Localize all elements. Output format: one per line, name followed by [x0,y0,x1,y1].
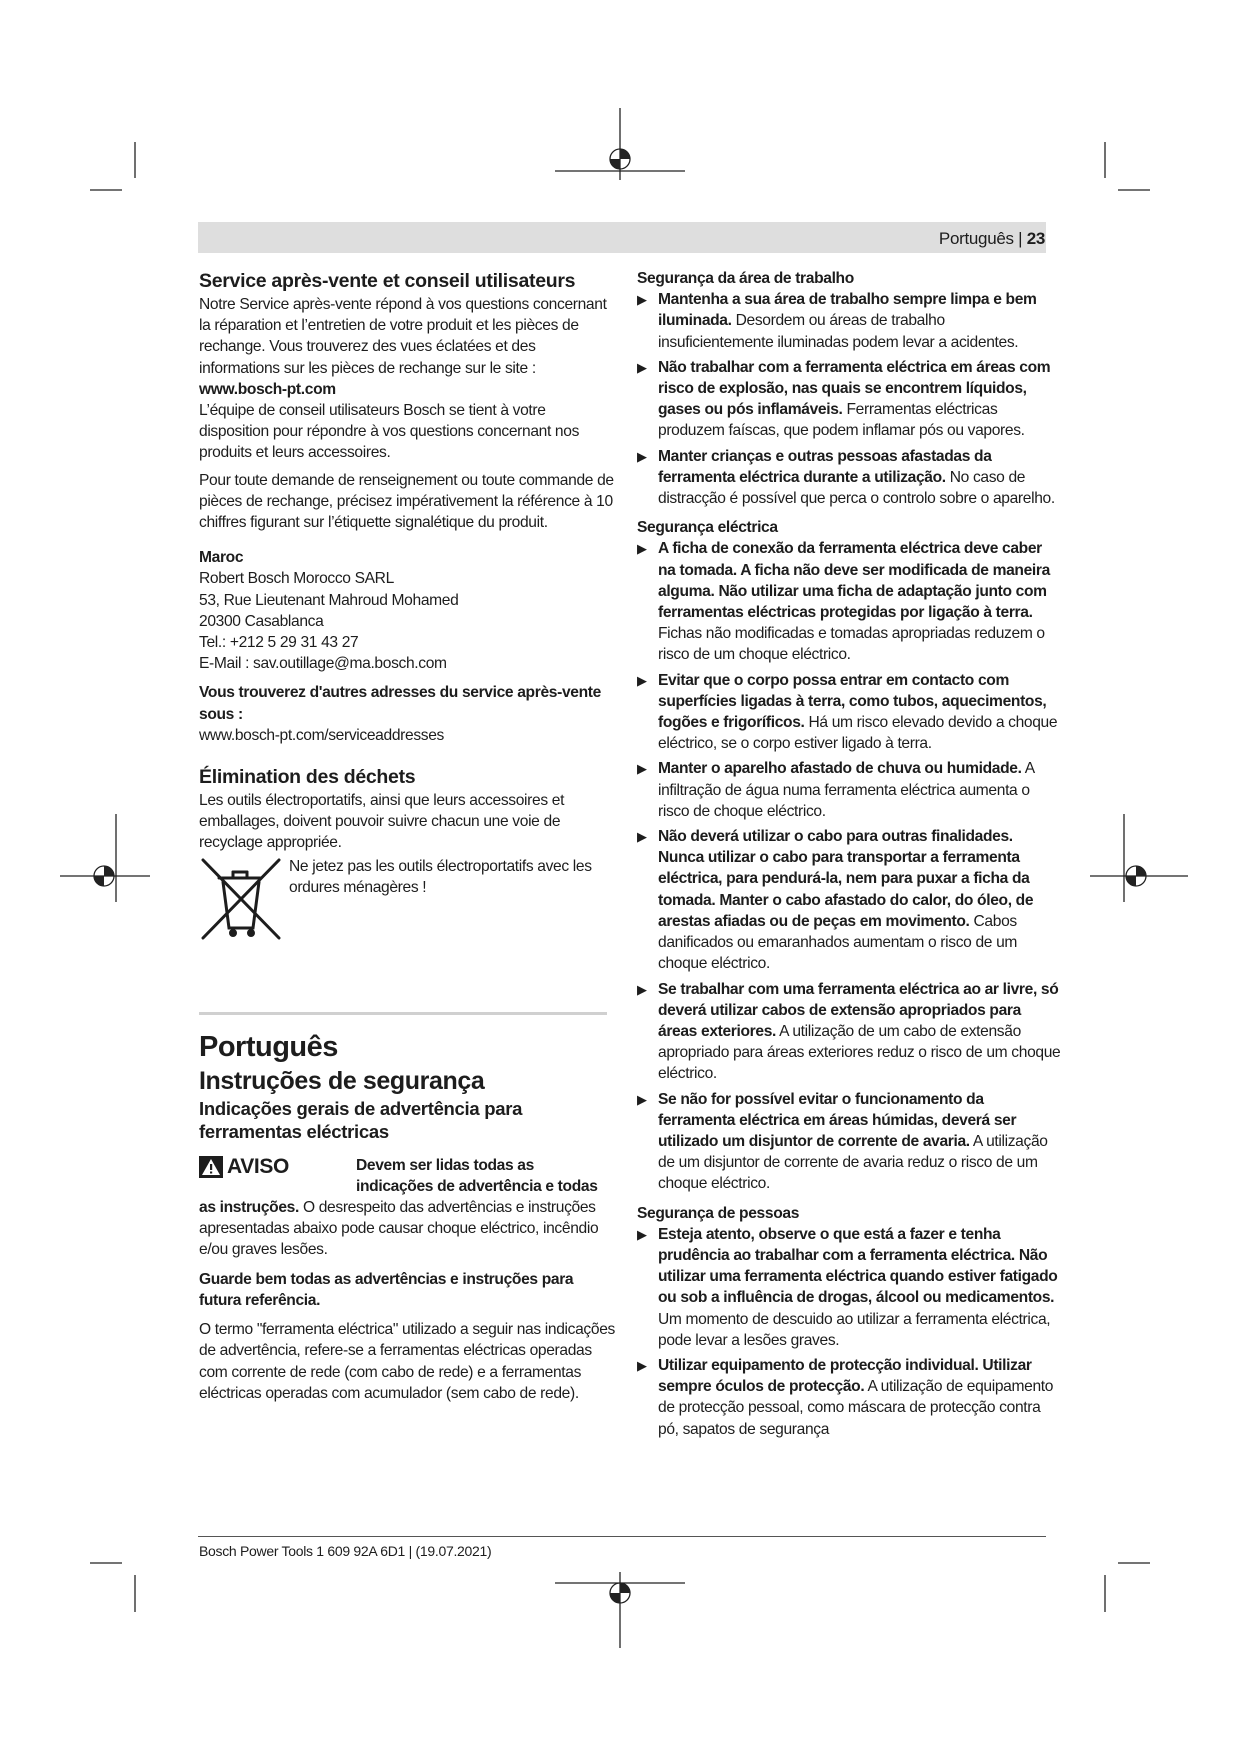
list-item: ▶ Utilizar equipamento de protecção individual. Utilizar sempre óculos de protecção. A utilização de equipamento de protecção pessoal, como máscara de protecção contra pó, sapatos de segurança [637,1355,1062,1440]
service-url: www.bosch-pt.com [199,380,336,398]
bullet-arrow-icon: ▶ [637,448,647,464]
electrical-safety-list [637,538,1062,1194]
warning-heading-2: as instruções. [199,1199,299,1217]
bullet-arrow-icon: ▶ [637,829,647,845]
service-title: Service après-vente et conseil utilisateurs [199,270,576,292]
warning-label [199,1155,356,1179]
bullet-arrow-icon: ▶ [637,761,647,777]
warning-label-text: AVISO [227,1155,290,1179]
maroc-phone: Tel.: +212 5 29 31 43 27 [199,634,359,652]
term-definition: O termo "ferramenta eléctrica" utilizado a seguir nas indicações de advertência, refere-se a ferramentas eléctricas operadas com corrente de rede (com cabo de rede) e a ferramentas eléctricas operadas com acumulador (sem cabo de rede). [199,1321,615,1402]
bullet-arrow-icon: ▶ [637,1091,647,1107]
list-item: ▶ Se trabalhar com uma ferramenta eléctrica ao ar livre, só deverá utilizar cabos de extensão apropriados para áreas exteriores. A utilização de um cabo de extensão apropriado para áreas exteriores reduz o risco de um choque eléctrico. [637,979,1062,1085]
running-header: Português | 23 [938,229,1045,248]
bullet-arrow-icon: ▶ [637,672,647,688]
maroc-company: Robert Bosch Morocco SARL [199,570,394,588]
warning-heading-1: Devem ser lidas todas as indicações de advertência e todas [356,1156,598,1195]
personal-safety-list [637,1224,1062,1440]
service-paragraph-1: Notre Service après-vente répond à vos questions concernant la réparation et l’entretien de votre produit et les pièces de rechange. Vous trouverez des vues éclatées et des informations sur les pièces de rechange sur le site : [199,296,607,377]
bullet-arrow-icon: ▶ [637,1357,647,1373]
service-paragraph-3: Pour toute demande de renseignement ou toute commande de pièces de rechange, précisez impérativement la référence à 10 chiffres figurant sur l’étiquette signalétique du produit. [199,471,614,532]
list-item: ▶ Não deverá utilizar o cabo para outras finalidades. Nunca utilizar o cabo para transportar a ferramenta eléctrica, para pendurá-la, nem para puxar a ficha da tomada. Manter o cabo afastado do calor, do óleo, de arestas afiadas ou de peças em movimento. Cabos danificados ou emaranhados aumentam o risco de um choque eléctrico. [637,826,1062,974]
left-column [199,268,615,1404]
warning-text: O desrespeito das advertências e instruções apresentadas abaixo pode causar choque eléctrico, incêndio e/ou graves lesões. [199,1199,599,1259]
bullet-arrow-icon: ▶ [637,292,647,308]
list-item: ▶ Não trabalhar com a ferramenta eléctrica em áreas com risco de explosão, nas quais se encontrem líquidos, gases ou pós inflamáveis. Ferramentas eléctricas produzem faíscas, que podem inflamar pós ou vapores. [637,357,1062,442]
list-item: ▶ A ficha de conexão da ferramenta eléctrica deve caber na tomada. A ficha não deve ser modificada de maneira alguma. Não utilizar uma ficha de adaptação junto com ferramentas eléctricas protegidas por ligação à terra. Fichas não modificadas e tomadas apropriadas reduzem o risco de um choque eléctrico. [637,538,1062,665]
header-language: Português [938,229,1014,248]
electrical-safety-title: Segurança eléctrica [637,519,778,537]
right-column [637,268,1062,1444]
service-paragraph-2: L’équipe de conseil utilisateurs Bosch se tient à votre disposition pour répondre à vos questions concernant nos produits et leurs accessoires. [199,402,580,462]
other-addresses-title: Vous trouverez d'autres adresses du service après-vente sous : [199,684,601,723]
section-divider [199,1012,607,1015]
maroc-city: 20300 Casablanca [199,612,324,630]
list-item: ▶ Esteja atento, observe o que está a fazer e tenha prudência ao trabalhar com a ferramenta eléctrica. Não utilizar uma ferramenta eléctrica quando estiver fatigado ou sob a influência de drogas, álcool ou medicamentos. Um momento de descuido ao utilizar a ferramenta eléctrica, pode levar a lesões graves. [637,1224,1062,1351]
bullet-arrow-icon: ▶ [637,359,647,375]
footer-rule [198,1536,1046,1537]
work-area-list [637,289,1062,509]
general-warnings-title: Indicações gerais de advertência para ferramentas eléctricas [199,1097,523,1142]
list-item: ▶ Mantenha a sua área de trabalho sempre limpa e bem iluminada. Desordem ou áreas de trabalho insuficientemente iluminadas podem levar a acidentes. [637,289,1062,353]
keep-instructions: Guarde bem todas as advertências e instruções para futura referência. [199,1270,574,1309]
portuguese-title: Português [199,1030,338,1063]
disposal-title: Élimination des déchets [199,766,416,789]
crossed-bin-icon [199,856,283,942]
disposal-paragraph: Les outils électroportatifs, ainsi que leurs accessoires et emballages, doivent pouvoir suivre chacun une voie de recyclage appropriée. [199,792,565,852]
header-band [198,222,1046,253]
warning-block [199,1155,615,1261]
bullet-arrow-icon: ▶ [637,541,647,557]
disposal-notice: Ne jetez pas les outils électroportatifs avec les ordures ménagères ! [289,857,592,896]
weee-notice [199,856,615,942]
list-item: ▶ Evitar que o corpo possa entrar em contacto com superfícies ligadas à terra, como tubos, aquecimentos, fogões e frigoríficos. Há um risco elevado devido a choque eléctrico, se o corpo estiver ligado à terra. [637,670,1062,755]
page-number: 23 [1026,229,1045,248]
maroc-title: Maroc [199,549,244,567]
bullet-arrow-icon: ▶ [637,1226,647,1242]
bullet-arrow-icon: ▶ [637,981,647,997]
maroc-email: E-Mail : sav.outillage@ma.bosch.com [199,655,447,673]
safety-instructions-title: Instruções de segurança [199,1066,485,1095]
warning-triangle-icon [199,1156,223,1178]
work-area-title: Segurança da área de trabalho [637,270,854,287]
page-footer: Bosch Power Tools 1 609 92A 6D1 | (19.07.2021) [199,1543,492,1559]
maroc-street: 53, Rue Lieutenant Mahroud Mohamed [199,591,459,609]
personal-safety-title: Segurança de pessoas [637,1204,800,1222]
list-item: ▶ Se não for possível evitar o funcionamento da ferramenta eléctrica em áreas húmidas, deverá ser utilizado um disjuntor de corrente de avaria. A utilização de um disjuntor de corrente de avaria reduz o risco de um choque eléctrico. [637,1089,1062,1195]
list-item: ▶ Manter crianças e outras pessoas afastadas da ferramenta eléctrica durante a utilização. No caso de distracção é possível que perca o controlo sobre o aparelho. [637,446,1062,510]
other-addresses-url: www.bosch-pt.com/serviceaddresses [199,726,444,744]
list-item: ▶ Manter o aparelho afastado de chuva ou humidade. A infiltração de água numa ferramenta eléctrica aumenta o risco de choque eléctrico. [637,758,1062,822]
